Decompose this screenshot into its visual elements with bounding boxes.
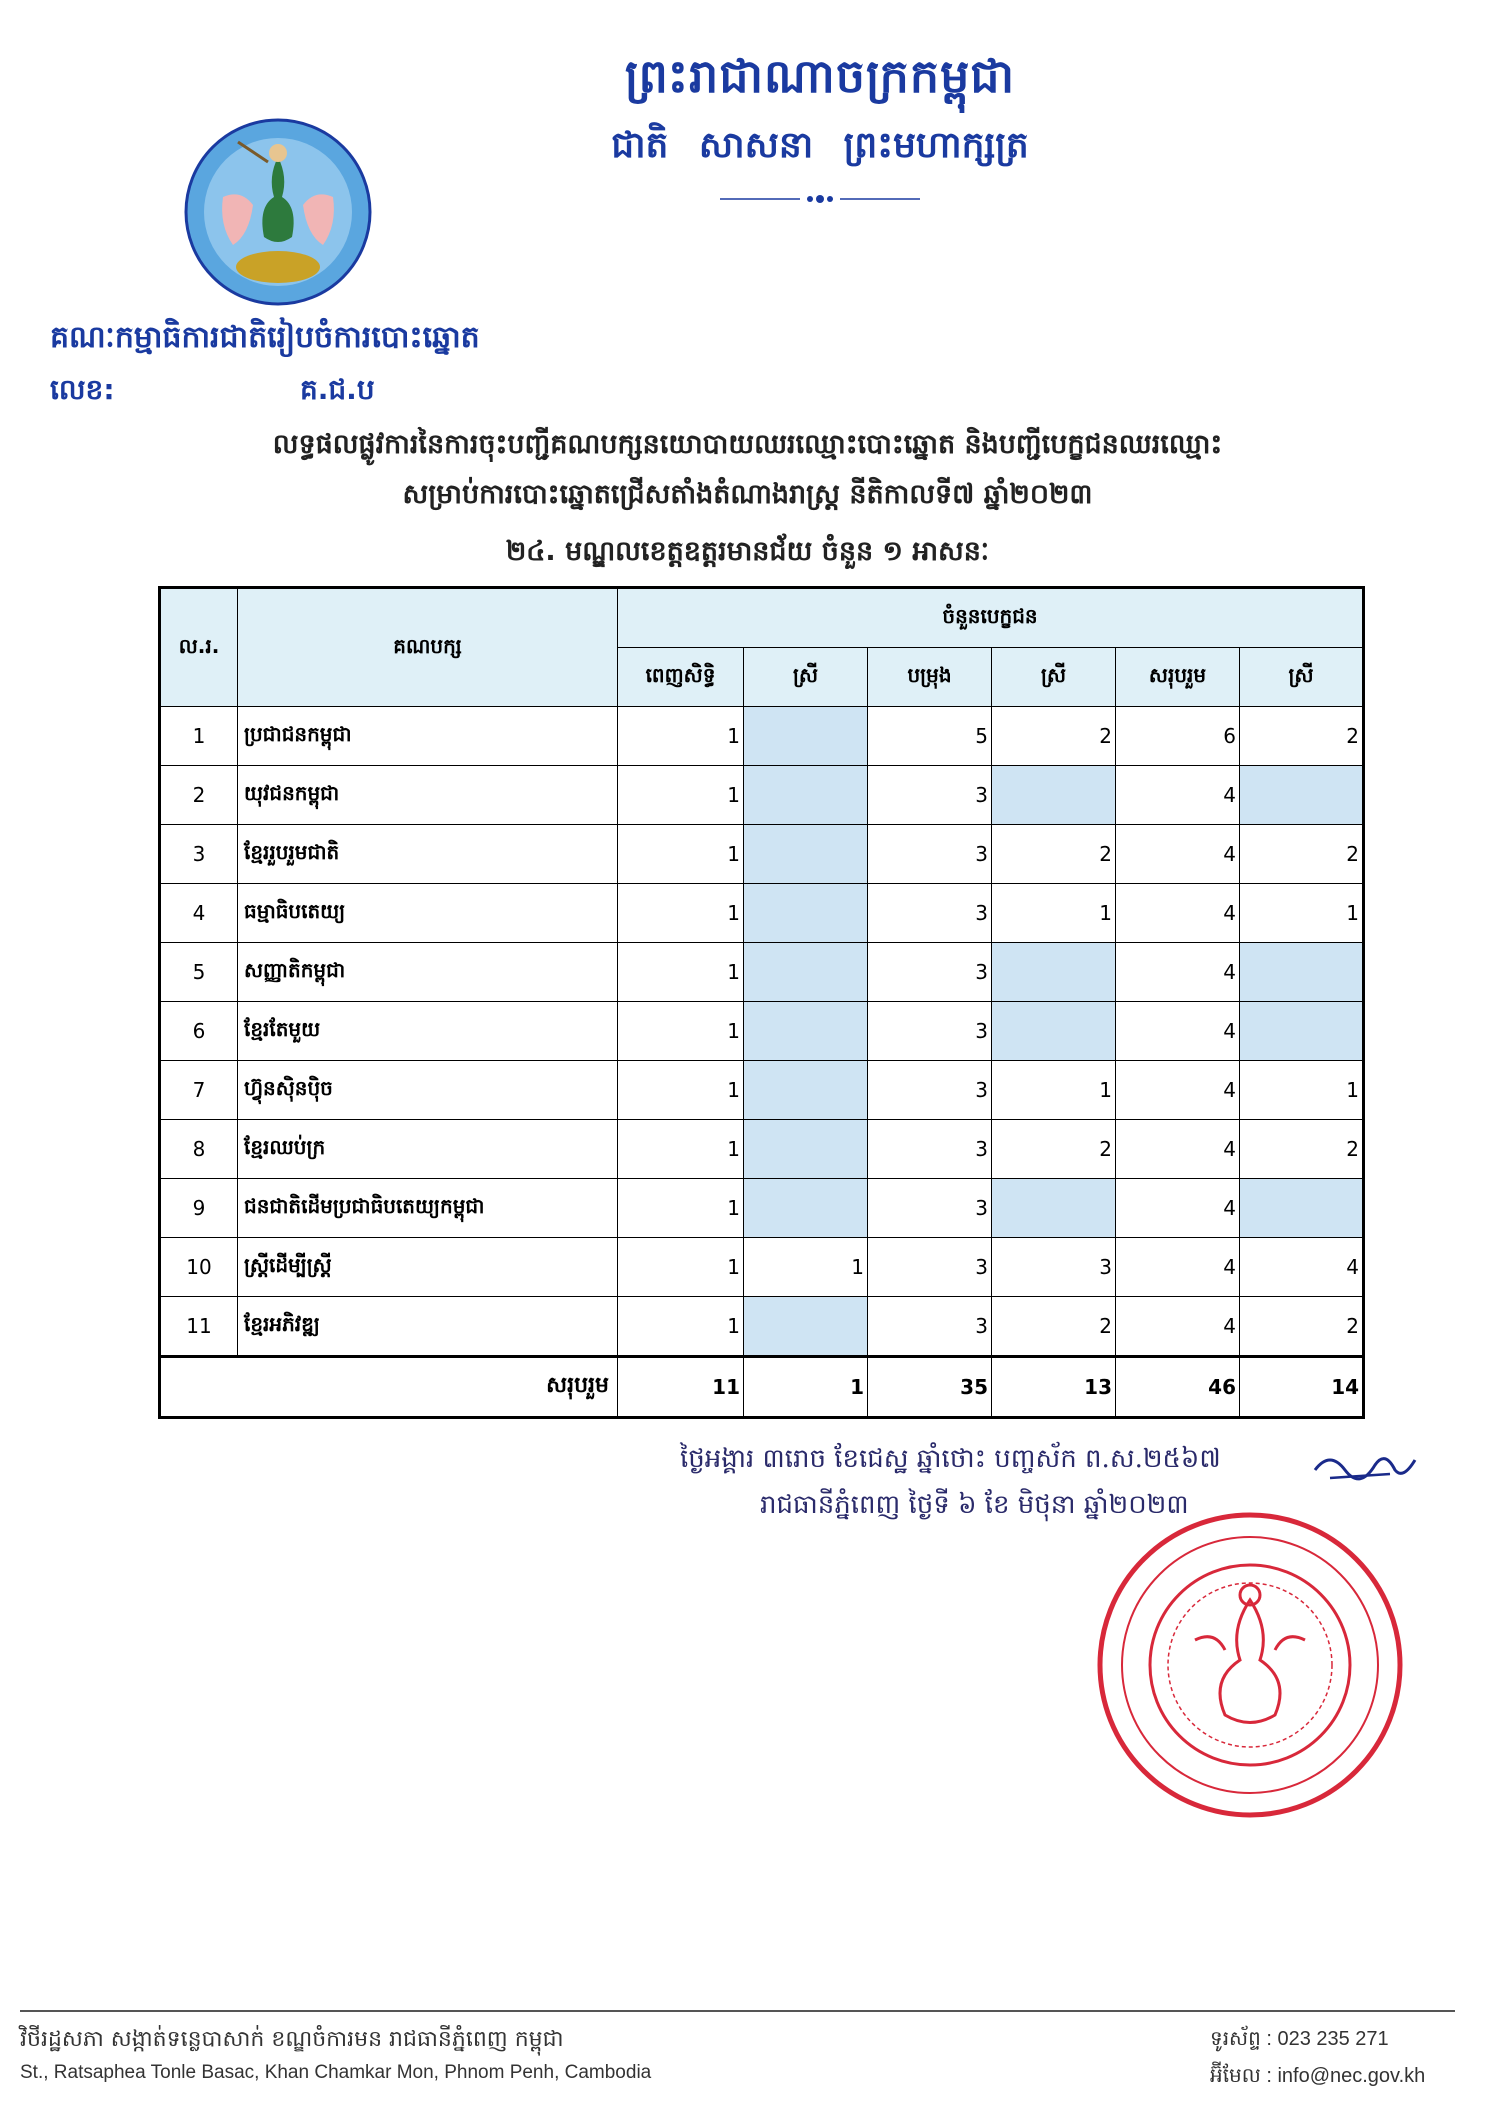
row-no: 7	[160, 1061, 238, 1120]
cell-reserve-female: 2	[992, 1297, 1116, 1357]
cell-reserve-female	[992, 943, 1116, 1002]
cell-full-female	[744, 1297, 868, 1357]
party-name: ខ្មែររួបរួមជាតិ	[238, 825, 618, 884]
cell-total-female: 4	[1240, 1238, 1364, 1297]
cell-total: 4	[1116, 766, 1240, 825]
cell-reserve: 3	[868, 1179, 992, 1238]
col-header-reserve-female: ស្រី	[992, 648, 1116, 707]
row-no: 10	[160, 1238, 238, 1297]
cell-full: 1	[618, 943, 744, 1002]
cell-total: 4	[1116, 884, 1240, 943]
cell-total-female: 1	[1240, 1061, 1364, 1120]
total-row	[160, 1357, 1364, 1418]
col-header-full-female: ស្រី	[744, 648, 868, 707]
cell-reserve: 3	[868, 1061, 992, 1120]
cell-full-female	[744, 1120, 868, 1179]
reference-code: គ.ជ.ប	[300, 373, 375, 406]
document-title-line2: សម្រាប់ការបោះឆ្នោតជ្រើសតាំងតំណាងរាស្ត្រ នីតិកាលទី៧ ឆ្នាំ២០២៣	[402, 479, 1093, 510]
table-row	[160, 1297, 1364, 1357]
table-row	[160, 1061, 1364, 1120]
row-no: 9	[160, 1179, 238, 1238]
cell-total: 6	[1116, 707, 1240, 766]
cell-total: 4	[1116, 1061, 1240, 1120]
cell-full-female	[744, 707, 868, 766]
row-no: 8	[160, 1120, 238, 1179]
signature-icon	[1310, 1440, 1430, 1490]
cell-reserve: 3	[868, 1238, 992, 1297]
party-name: សញ្ញាតិកម្ពុជា	[238, 943, 618, 1002]
cell-full: 1	[618, 1238, 744, 1297]
cell-full: 1	[618, 766, 744, 825]
table-row	[160, 707, 1364, 766]
cell-full-female	[744, 1002, 868, 1061]
col-header-candidates: ចំនួនបេក្ខជន	[618, 588, 1364, 648]
cell-reserve: 5	[868, 707, 992, 766]
cell-full: 1	[618, 707, 744, 766]
table-row	[160, 1179, 1364, 1238]
cell-reserve-female	[992, 1179, 1116, 1238]
cell-total: 4	[1116, 1120, 1240, 1179]
party-name: ខ្មែរឈប់ក្រ	[238, 1120, 618, 1179]
footer-phone: ទូរស័ព្ទ : 023 235 271	[1210, 2028, 1389, 2050]
row-no: 11	[160, 1297, 238, 1357]
footer-divider	[20, 2010, 1455, 2012]
row-no: 4	[160, 884, 238, 943]
cell-total: 4	[1116, 943, 1240, 1002]
cell-reserve: 3	[868, 766, 992, 825]
total-total-female: 14	[1240, 1357, 1364, 1418]
cell-full: 1	[618, 1061, 744, 1120]
col-header-party: គណបក្ស	[238, 588, 618, 707]
col-header-total-female: ស្រី	[1240, 648, 1364, 707]
cell-full: 1	[618, 1002, 744, 1061]
total-reserve: 35	[868, 1357, 992, 1418]
cell-total-female: 1	[1240, 884, 1364, 943]
cell-full: 1	[618, 1179, 744, 1238]
total-reserve-female: 13	[992, 1357, 1116, 1418]
party-name: ជនជាតិដើមប្រជាធិបតេយ្យកម្ពុជា	[238, 1179, 618, 1238]
reference-row	[50, 372, 375, 413]
cell-reserve-female: 1	[992, 1061, 1116, 1120]
cell-total: 4	[1116, 1297, 1240, 1357]
total-full-female: 1	[744, 1357, 868, 1418]
document-title-line3: ២៤. មណ្ឌលខេត្តឧត្តរមានជ័យ ចំនួន ១ អាសនៈ	[505, 536, 990, 567]
row-no: 5	[160, 943, 238, 1002]
cell-total-female: 2	[1240, 1297, 1364, 1357]
row-no: 3	[160, 825, 238, 884]
cell-full-female	[744, 943, 868, 1002]
nec-emblem-icon	[183, 117, 373, 307]
cell-reserve: 3	[868, 825, 992, 884]
footer-address-kh: វិថីរដ្ឋសភា សង្កាត់ទន្លេបាសាក់ ខណ្ឌចំការមន រាជធានីភ្នំពេញ កម្ពុជា	[20, 2027, 564, 2052]
cell-full: 1	[618, 1120, 744, 1179]
cell-reserve-female	[992, 1002, 1116, 1061]
cell-full: 1	[618, 1297, 744, 1357]
cell-reserve: 3	[868, 1297, 992, 1357]
cell-reserve-female: 1	[992, 884, 1116, 943]
party-name: ខ្មែរអភិវឌ្ឍ	[238, 1297, 618, 1357]
reference-label: លេខ:	[50, 373, 115, 406]
table-row	[160, 884, 1364, 943]
cell-total: 4	[1116, 1238, 1240, 1297]
cell-total-female	[1240, 1179, 1364, 1238]
row-no: 2	[160, 766, 238, 825]
table-row	[160, 1002, 1364, 1061]
col-header-total: សរុបរួម	[1116, 648, 1240, 707]
cell-full: 1	[618, 884, 744, 943]
party-name: ស្ត្រីដើម្បីស្ត្រី	[238, 1238, 618, 1297]
cell-total: 4	[1116, 1002, 1240, 1061]
row-no: 6	[160, 1002, 238, 1061]
cell-total-female: 2	[1240, 707, 1364, 766]
footer-email[interactable]: អ៊ីមែល : info@nec.gov.kh	[1210, 2065, 1426, 2087]
party-name: ហ៊្វុនស៊ិនប៉ិច	[238, 1061, 618, 1120]
cell-reserve: 3	[868, 1002, 992, 1061]
kingdom-heading: ព្រះរាជាណាចក្រកម្ពុជា	[624, 49, 1016, 103]
ornament-divider-icon	[720, 192, 920, 206]
cell-total-female	[1240, 1002, 1364, 1061]
cell-full-female: 1	[744, 1238, 868, 1297]
candidates-table	[158, 586, 1365, 1419]
total-full: 11	[618, 1357, 744, 1418]
official-stamp-icon	[1085, 1500, 1415, 1830]
cell-reserve: 3	[868, 1120, 992, 1179]
cell-reserve-female: 3	[992, 1238, 1116, 1297]
cell-reserve: 3	[868, 884, 992, 943]
cell-reserve-female: 2	[992, 707, 1116, 766]
lunar-date: ថ្ងៃអង្គារ ៣រោច ខែជេស្ឋ ឆ្នាំថោះ បញ្ចស័ក ព.ស.២៥៦៧	[680, 1444, 1221, 1474]
total-total: 46	[1116, 1357, 1240, 1418]
solar-date: រាជធានីភ្នំពេញ ថ្ងៃទី ៦ ខែ មិថុនា ឆ្នាំ២០២៣	[760, 1490, 1189, 1520]
cell-reserve: 3	[868, 943, 992, 1002]
table-row	[160, 1238, 1364, 1297]
cell-full-female	[744, 884, 868, 943]
total-label: សរុបរួម	[160, 1357, 618, 1418]
table-row	[160, 766, 1364, 825]
cell-total: 4	[1116, 1179, 1240, 1238]
row-no: 1	[160, 707, 238, 766]
cell-total-female	[1240, 943, 1364, 1002]
motto-heading: ជាតិ សាសនា ព្រះមហាក្សត្រ	[611, 124, 1029, 166]
cell-total-female	[1240, 766, 1364, 825]
table-row	[160, 825, 1364, 884]
cell-full-female	[744, 1061, 868, 1120]
party-name: ខ្មែរតែមួយ	[238, 1002, 618, 1061]
col-header-full: ពេញសិទ្ធិ	[618, 648, 744, 707]
cell-full-female	[744, 766, 868, 825]
cell-full-female	[744, 825, 868, 884]
cell-reserve-female: 2	[992, 1120, 1116, 1179]
table-row	[160, 943, 1364, 1002]
col-header-no: ល.រ.	[160, 588, 238, 707]
cell-full-female	[744, 1179, 868, 1238]
cell-total: 4	[1116, 825, 1240, 884]
party-name: ធម្មាធិបតេយ្យ	[238, 884, 618, 943]
party-name: យុវជនកម្ពុជា	[238, 766, 618, 825]
cell-full: 1	[618, 825, 744, 884]
cell-reserve-female	[992, 766, 1116, 825]
footer-address-en: St., Ratsaphea Tonle Basac, Khan Chamkar Mon, Phnom Penh, Cambodia	[20, 2062, 652, 2083]
cell-total-female: 2	[1240, 1120, 1364, 1179]
table-row	[160, 1120, 1364, 1179]
cell-reserve-female: 2	[992, 825, 1116, 884]
cell-total-female: 2	[1240, 825, 1364, 884]
col-header-reserve: បម្រុង	[868, 648, 992, 707]
document-title-line1: លទ្ធផលផ្លូវការនៃការចុះបញ្ជីគណបក្សនយោបាយឈរឈ្មោះបោះឆ្នោត និងបញ្ជីបេក្ខជនឈរឈ្មោះ	[272, 429, 1223, 460]
party-name: ប្រជាជនកម្ពុជា	[238, 707, 618, 766]
organization-name: គណៈកម្មាធិការជាតិរៀបចំការបោះឆ្នោត	[50, 320, 480, 355]
